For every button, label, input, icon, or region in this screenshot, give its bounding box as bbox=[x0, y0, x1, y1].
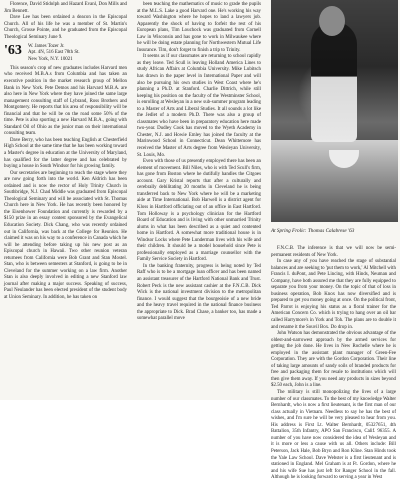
left-paragraph-2: Dave Berry, who has been teaching English at Chesterfield High School at the same time that he has been working toward a Master's degree in education at the University of Maryland, has qualified for the latter degree and has celebrated by buying a house in South Windsor for his growing family. bbox=[4, 137, 127, 170]
right-paragraph-1: F.N.C.B. The inference is that we will now be semi-permanent residents of New York. bbox=[271, 246, 396, 258]
class-secretary-address bbox=[28, 44, 80, 63]
left-intro-paragraph-1: Florence, David Stidolph and Hazard Evanl, Don Mills and Jim Bennett. bbox=[4, 2, 127, 14]
middle-column bbox=[134, 0, 264, 400]
right-column bbox=[268, 0, 400, 481]
secretary-street: Apt. 4N, 516 East 78th St. bbox=[28, 50, 80, 56]
right-paragraph-4: The military is still monopolizing the lives of a large number of our classmates. To the best of my knowledge Walter Bernhardt, who is now a first lieutenant, is the first man of our class actually in Vietnam. Needless to say he has the best of wishes, and I'm sure he will be very pleased to hear from you. His address is First Lt. Walter Bernhardt, 05327651, 4th Battalion, 35th Infantry, APO San Francisco, Calif. 96355. A number of you have now considered the idea of Wesleyan and it is more or less a cause with us all. Others include: Bill Peterson, Jack Hale, Bob Bryn and Ron Kline. Stan Hinds took the Yale Law School. Dave Webster is a first lieutenant and is stationed in England. Mel Graham is at Ft. Gordon, where he and his wife Sue has just left for Ranger School in the fall. Although he is looking forward to serving a year in West bbox=[271, 390, 396, 481]
left-paragraph-3: Our secretaries are beginning to reach the stage where they are now going forth into the world. Ken Aldrich has been ordained and is now the rector of Holy Trinity Church in Southbridge, N.J. Chad Middle was graduated from Episcopal Theological Seminary and will be associated with St. Thomas Church here in New York. He has recently been honored by the Eisenhower Foundation and currently is rewarded by a $150 prize in an essay contest sponsored by the Evangelical Education Society. Dick Chang, who was recently ordained out in California, was back at the College for Reunion. He claimed it was on his way to a conference in Canada which he will be attending before taking up his new post as an Episcopal church in Hawaii. Two other reunion veteran returnees from California were Bob Grant and Stan Mostel. Stan, who is between semesters at Stanford, is going to be in Cleveland for the summer working on a law firm. Another Stan is also deeply involved in editing a new Stanford law journal after making a major success. Speaking of success, Paul Neulander has been elected president of the student body at Union Seminary. In addition, he has taken on bbox=[4, 170, 127, 301]
left-column bbox=[0, 0, 130, 400]
secretary-name: W. James Tozer Jr. bbox=[28, 44, 65, 50]
secretary-city: New York, N.Y. 10021 bbox=[28, 56, 73, 62]
middle-paragraph-4: In the banking fraternity, progress is being noted by Ted Raff who is to be a mortgage loan officer and has been named an assistant treasurer of the Hartford National Bank and Trust. Robert Peck is the new assistant cashier at the F.N.C.B. Dick Wick is the national investment division to the metropolitan finance. I would suggest that the bourgeoisie of a new bride and the heavy travel required in the national finance business the appropriate to Dick. Brad Chase, a banker too, has made a somewhat parallel move bbox=[137, 263, 261, 322]
middle-paragraph-2: It seems as if our classmates are returning to school rapidly as they leave. Ted Scull is leaving Holland America Lines to study African Affairs at Columbia University. Mike Lubitsch has drawn in the paper level in International Paper and will also be pursuing his own studies in West Coast where he's planning a Ph.D. at Stanford. Charlie Dittrich, while still keeping his position on the faculty of the Westminster School, is enrolling at Wesleyan in a new sub-summer program leading to a Master of Arts and Liberal Studies. It all sounds a lot like the Jedlet of a modern Ph.D. There was also a group of classmates who have been in preparatory education here made two-year. Dudley Cook has moved to the Wyeth Academy in Chester, N.J. and Howie Emley has joined the faculty at the Marinwood School in Connecticut. Dean Whittemore has received the Master of Arts degree from Wesleyan University, St. Louis, Mo. bbox=[137, 54, 261, 158]
right-column-text bbox=[271, 246, 396, 481]
right-paragraph-2: In case any of you have reached the stage of substantial balances and are seeking to 'put them to work,' Al Mitchell with Francis I. duPont, and Pete Lincing, with Hinds, Neuman and Company, have both assured me that they are fully equipped to separate you from your money. On the topic of that of loss in business operation, Bob Knox has now diversified and is prepared to get you money going at once. On the political front, Ted Parrot is enjoying his status as a floral trainer for the American Concern Co. which is trying to hang over an oil bar called Harrymore's in York and Toh. The plans are to double it and rename it the Souvil Box. Do drop in. bbox=[271, 259, 396, 330]
left-intro-paragraph-2: Dave Lee has been ordained a deacon in the Episcopal Church. All of his life he was a member of St. Martin's Church, Grosse Pointe, and he graduated from the Episcopal Theological Seminary June 9. bbox=[4, 15, 127, 40]
left-paragraph-1: This season's crop of new graduates includes Harvard men who received M.B.A.s from Columbia and has taken an executive position in the market research group of Mellon Bank in New York. Pete Demos and his Harvard M.B.A. are also here in New York where they have joined the same large management consulting staff of Lybrand, Ross Brothers and Montgomery. He reports that his area of responsibility will be financial and that he will be on the road some 50% of the time. Pete is also sporting a new Harvard M.B.A., going with Standard Oil of Ohio as the junior man on their international consulting team. bbox=[4, 65, 127, 137]
class-year-heading: '63 bbox=[4, 43, 22, 59]
right-paragraph-3: John Watson has demonstrated the obvious advantage of the oldest-and-narrowest approach by the armed services for getting the job done. He lives in New Rochelle where he is employed in the assistant plant manager of Green-Fee Corporation. They are with the Gordon Corporation. Their line of taking large amounts of sandy soils of branded products for free and packaging them for resale to institutions which will then give them away. If you need any products in sizes beyond $2.50 each, John is a line. bbox=[271, 331, 396, 389]
middle-paragraph-3: Even with those of us presently employed there has been an element of movement. Bill Niles, who is with Ted Scull's firm, has gone from Boston where he dutifully handles the Citgoes account. Gary Kristal reports that after a culturally and cerebrally debilitating 20 months in Cleveland he is being transferred back to New York where he will be a marketing aide at Time International. Bob Harwell is a district agent for Kloss in Hartford officiating out of an office in East Hartford. Tom Holloway is a psychology clinician for the Hartford Board of Education and is living with other unmarried Trinity alums in what has been described as a quiet and contented home in Hartford. A somewhat more traditional house is in Windsor Locks where Pete Lunderman lives with his wife and their children. It should be a model household since Pete is professionally employed as a marriage counsellor with the Family Service Society in Hartford. bbox=[137, 159, 261, 263]
middle-paragraph-1: been teaching the mathematics of music to grade the pupils at the M.L.S. Lake a good Harvard one. He's working his way toward Washington where he hopes to land a lawyers job. Apparently the shock of having to forfeit the rest of his European plans, Tim Louchock was graduated from Cornell Law in Wisconsin and has gone to work in Milwaukee where he will be doing estate planning for Northwestern Mutual Life Insurance. Tim, don't forget to finish a trip to Trinity. bbox=[137, 2, 261, 53]
photo-caption: At Spring Frolic: Thomas Calabrese '63 bbox=[271, 228, 355, 234]
class-heading-block bbox=[4, 44, 127, 63]
